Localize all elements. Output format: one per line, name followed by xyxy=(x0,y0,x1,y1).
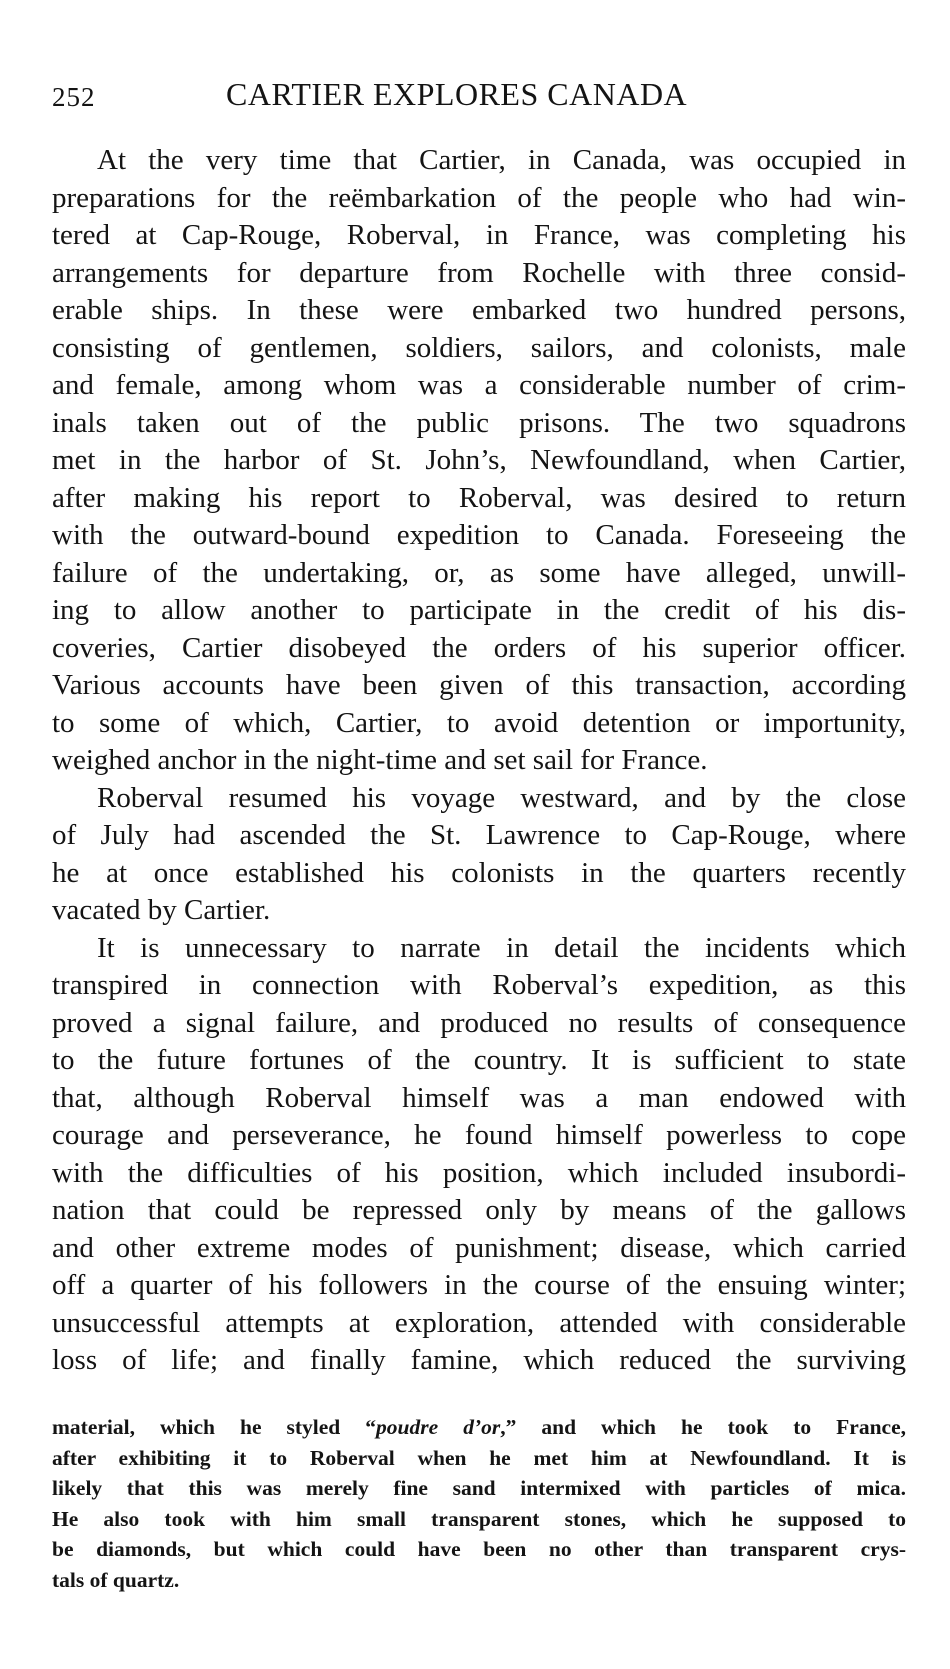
text-line: Roberval resumed his voyage westward, and by the close xyxy=(97,781,906,814)
text-line: failure of the undertaking, or, as some have alleged, unwill- xyxy=(52,556,906,589)
text-line: to some of which, Cartier, to avoid detention or importunity, xyxy=(52,706,906,739)
text-line: It is unnecessary to narrate in detail the incidents which xyxy=(97,931,906,964)
text-line: with the outward-bound expedition to Canada. Foreseeing the xyxy=(52,519,906,551)
page-header xyxy=(0,76,950,126)
text-line: to the future fortunes of the country. It is sufficient to state xyxy=(52,1044,906,1076)
text-line: after making his report to Roberval, was desired to return xyxy=(52,481,906,514)
footnote-line: likely that this was merely fine sand intermixed with particles of mica. xyxy=(52,1476,906,1500)
footnote-line: after exhibiting it to Roberval when he met him at Newfoundland. It is xyxy=(52,1445,906,1470)
footnote-text: ,” and which he took to France, xyxy=(500,1415,906,1439)
text-line: of July had ascended the St. Lawrence to Cap-Rouge, where xyxy=(52,819,906,851)
text-line: Various accounts have been given of this transaction, according xyxy=(52,669,906,701)
footnote-italic-term: poudre d’or xyxy=(376,1415,501,1439)
text-line: consisting of gentlemen, soldiers, sailors, and colonists, male xyxy=(52,331,906,364)
footnote-text: material, which he styled “ xyxy=(52,1415,377,1439)
text-line: weighed anchor in the night-time and set sail for France. xyxy=(52,744,708,776)
main-text xyxy=(52,142,906,1380)
text-line: transpired in connection with Roberval’s expedition, as this xyxy=(52,969,906,1001)
text-line: proved a signal failure, and produced no results of consequence xyxy=(52,1006,906,1039)
text-line: off a quarter of his followers in the course of the ensuing winter; xyxy=(52,1269,906,1301)
text-line: erable ships. In these were embarked two hundred persons, xyxy=(52,294,906,326)
text-line: he at once established his colonists in the quarters recently xyxy=(52,856,906,889)
text-line: courage and perseverance, he found himself powerless to cope xyxy=(52,1119,906,1151)
text-line: with the difficulties of his position, which included insubordi- xyxy=(52,1156,906,1189)
text-line: tered at Cap-Rouge, Roberval, in France, was completing his xyxy=(52,219,906,251)
text-line: and female, among whom was a considerable number of crim- xyxy=(52,369,906,401)
text-line: met in the harbor of St. John’s, Newfoundland, when Cartier, xyxy=(52,444,906,476)
footnote-line: tals of quartz. xyxy=(52,1567,180,1592)
text-line: inals taken out of the public prisons. The two squadrons xyxy=(52,406,906,439)
text-line: preparations for the reëmbarkation of the people who had win- xyxy=(52,181,906,214)
text-line: ing to allow another to participate in the credit of his dis- xyxy=(52,594,906,626)
text-line: and other extreme modes of punishment; disease, which carried xyxy=(52,1231,906,1264)
text-line: unsuccessful attempts at exploration, attended with considerable xyxy=(52,1306,906,1339)
text-line: that, although Roberval himself was a man endowed with xyxy=(52,1081,906,1114)
running-title: CARTIER EXPLORES CANADA xyxy=(226,76,688,112)
text-line: loss of life; and finally famine, which reduced the surviving xyxy=(52,1344,906,1376)
footnote-line: be diamonds, but which could have been no other than transparent crys- xyxy=(52,1537,906,1561)
text-line: At the very time that Cartier, in Canada, was occupied in xyxy=(97,144,906,176)
page-number: 252 xyxy=(52,82,96,112)
footnote-line: He also took with him small transparent stones, which he supposed to xyxy=(52,1506,906,1531)
text-line: arrangements for departure from Rochelle with three consid- xyxy=(52,256,906,289)
footnote xyxy=(52,1412,906,1595)
text-line: nation that could be repressed only by means of the gallows xyxy=(52,1194,906,1226)
text-line: vacated by Cartier. xyxy=(52,894,271,926)
text-line: coveries, Cartier disobeyed the orders of his superior officer. xyxy=(52,631,906,664)
footnote-line xyxy=(52,1412,906,1443)
